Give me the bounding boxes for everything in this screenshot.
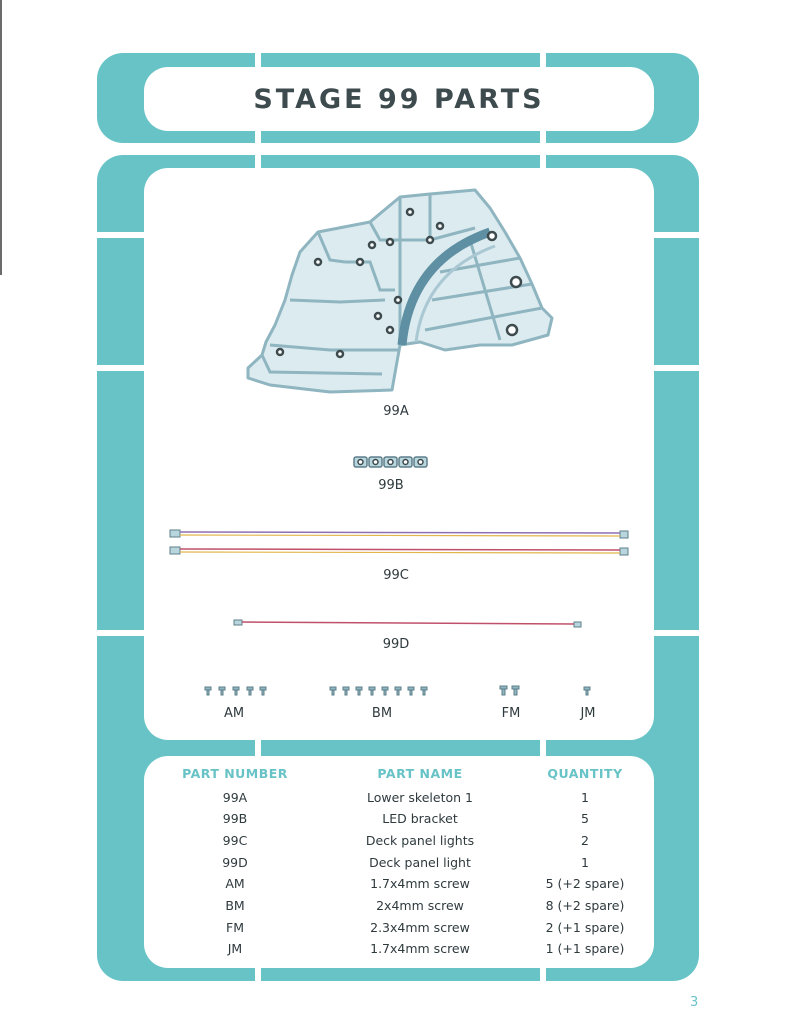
screws-jm xyxy=(584,687,590,695)
table-row xyxy=(0,920,800,942)
quantity-cell: 5 xyxy=(581,811,589,826)
quantity-cell: 1 (+1 spare) xyxy=(545,941,625,956)
page-number: 3 xyxy=(690,995,699,1010)
part-label-99d: 99D xyxy=(382,637,410,652)
part-number-cell: 99A xyxy=(222,790,248,805)
part-name-cell: Deck panel light xyxy=(369,855,471,870)
part-number-cell: FM xyxy=(226,920,244,935)
table-row xyxy=(0,833,800,855)
part-label-99c: 99C xyxy=(383,568,409,583)
part-name-cell: 2.3x4mm screw xyxy=(370,920,470,935)
part-name-cell: LED bracket xyxy=(382,811,458,826)
screw-label-fm: FM xyxy=(501,706,521,721)
part-label-99b: 99B xyxy=(378,478,404,493)
quantity-cell: 2 (+1 spare) xyxy=(545,920,625,935)
part-number-cell: JM xyxy=(227,941,243,956)
screws-am xyxy=(205,687,266,695)
part-number-cell: 99B xyxy=(222,811,248,826)
part-name-cell: Deck panel lights xyxy=(365,833,475,848)
quantity-cell: 1 xyxy=(581,855,589,870)
page-title: STAGE 99 PARTS xyxy=(253,83,545,115)
quantity-cell: 1 xyxy=(581,790,589,805)
screw-label-bm: BM xyxy=(371,706,393,721)
table-header-part-name: PART NAME xyxy=(377,766,463,781)
table-row xyxy=(0,811,800,833)
screws-fm xyxy=(500,686,519,695)
quantity-cell: 2 xyxy=(581,833,589,848)
part-label-99a: 99A xyxy=(383,404,409,419)
part-number-cell: BM xyxy=(225,898,245,913)
part-name-cell: 1.7x4mm screw xyxy=(370,941,470,956)
screw-label-jm: JM xyxy=(580,706,596,721)
part-name-cell: Lower skeleton 1 xyxy=(367,790,473,805)
screw-label-am: AM xyxy=(223,706,245,721)
table-row xyxy=(0,898,800,920)
table-header-quantity: QUANTITY xyxy=(547,766,623,781)
part-name-cell: 2x4mm screw xyxy=(376,898,464,913)
part-number-cell: 99D xyxy=(222,855,248,870)
table-row xyxy=(0,941,800,963)
table-row xyxy=(0,855,800,877)
screws-bm xyxy=(330,687,427,695)
table-header-part-number: PART NUMBER xyxy=(182,766,288,781)
quantity-cell: 5 (+2 spare) xyxy=(545,876,625,891)
table-row xyxy=(0,790,800,812)
part-number-cell: AM xyxy=(225,876,245,891)
part-number-cell: 99C xyxy=(222,833,248,848)
table-row xyxy=(0,876,800,898)
quantity-cell: 8 (+2 spare) xyxy=(545,898,625,913)
part-name-cell: 1.7x4mm screw xyxy=(370,876,470,891)
